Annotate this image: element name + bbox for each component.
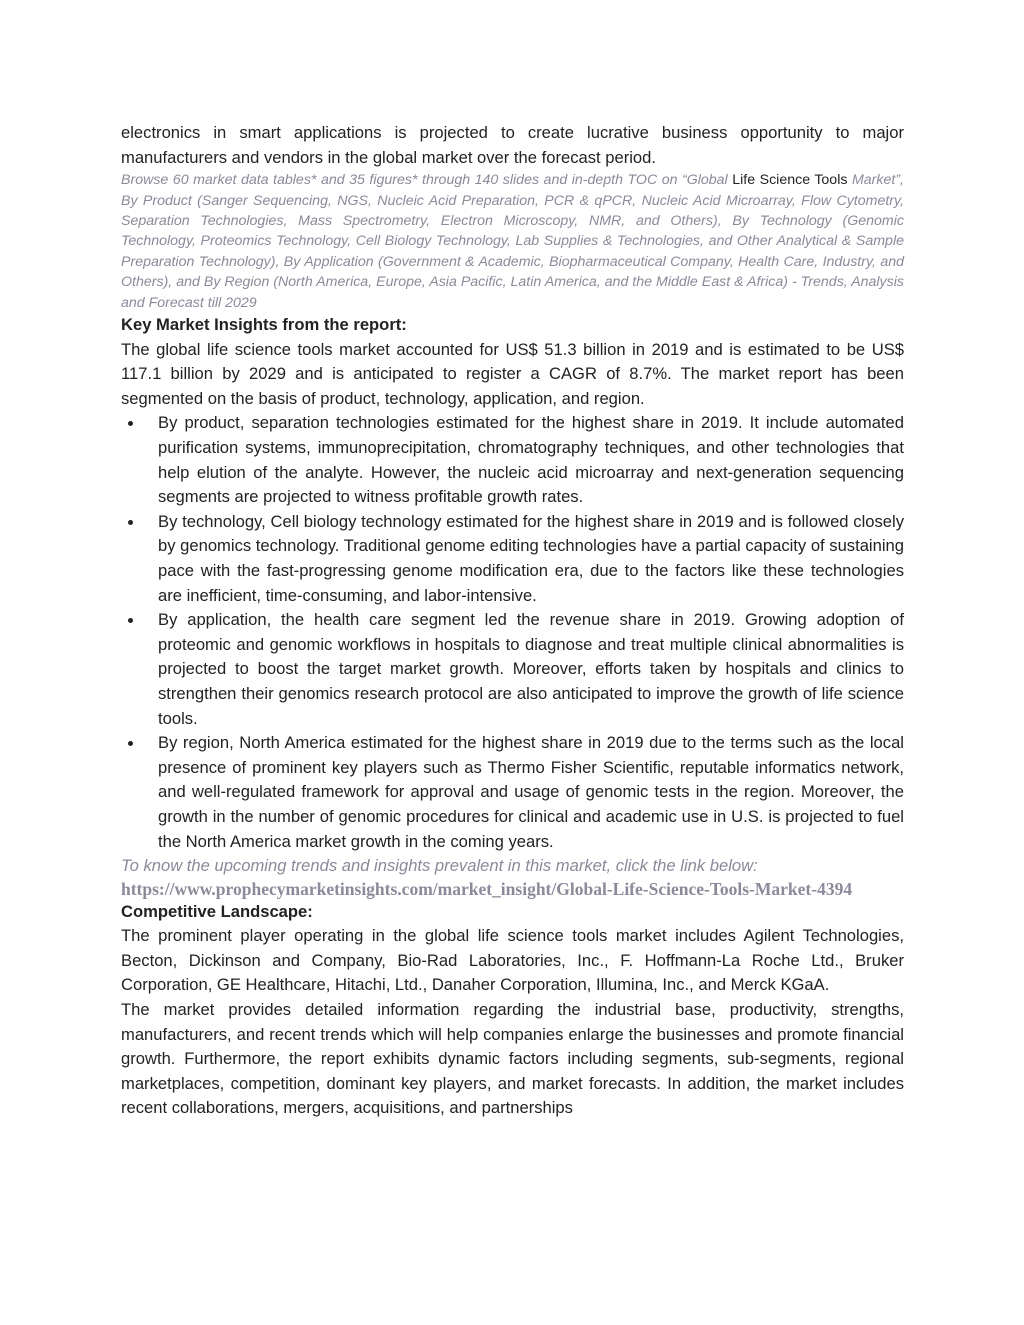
intro-paragraph: electronics in smart applications is projected to create lucrative business opportunity to major manufacturers and vendors in the global market over the forecast period.	[121, 123, 904, 167]
bullet-text-technology: By technology, Cell biology technology estimated for the highest share in 2019 and is followed closely by genomics technology. Traditional genome editing technologies have a partial capacity of sustaining pace with the fast-progressing genome modification era, due to the factors like these technologies are inefficient, time-consuming, and labor-intensive.	[158, 511, 904, 605]
browse-product-name: Life Science Tools	[732, 172, 848, 189]
report-link[interactable]: https://www.prophecymarketinsights.com/market_insight/Global-Life-Science-Tools-Market-4394	[121, 878, 853, 899]
insights-summary: The global life science tools market accounted for US$ 51.3 billion in 2019 and is estimated to be US$ 117.1 billion by 2029 and is anticipated to register a CAGR of 8.7%. The market report has been segmented on the basis of product, technology, application, and region.	[121, 339, 904, 408]
bullet-text-region: By region, North America estimated for the highest share in 2019 due to the terms such as the local presence of prominent key players such as Thermo Fisher Scientific, reputable informatics network, and well-regulated framework for approval and usage of genomic tests in the region. Moreover, the growth in the number of genomic procedures for clinical and academic use in U.S. is projected to fuel the North America market growth in the coming years.	[158, 733, 904, 851]
bullet-icon	[128, 618, 133, 623]
bullet-icon	[128, 741, 133, 746]
browse-text-rest: Market”, By Product (Sanger Sequencing, NGS, Nucleic Acid Preparation, PCR & qPCR, Nucleic Acid Microarray, Flow Cytometry, Separation Technologies, Mass Spectrometry, Electron Microscopy, NMR, and Others), By Technology (Genomic Technology, Proteomics Technology, Cell Biology Technology, Lab Supplies & Technologies, and Other Analytical & Sample Preparation Technology), By Application (Government & Academic, Biopharmaceutical Company, Health Care, Industry, and Others), and By Region (North America, Europe, Asia Pacific, Latin America, and the Middle East & Africa) - Trends, Analysis and Forecast till 2029	[121, 172, 904, 311]
document-page	[121, 121, 904, 1121]
bullet-text-product: By product, separation technologies estimated for the highest share in 2019. It include automated purification systems, immunoprecipitation, chromatography techniques, and other technologies that help elution of the analyte. However, the nucleic acid microarray and next-generation sequencing segments are projected to witness profitable growth rates.	[158, 413, 904, 507]
competitive-paragraph-players: The prominent player operating in the global life science tools market includes Agilent Technologies, Becton, Dickinson and Company, Bio-Rad Laboratories, Inc., F. Hoffmann-La Roche Ltd., Bruker Corporation, GE Healthcare, Hitachi, Ltd., Danaher Corporation, Illumina, Inc., and Merck KGaA.	[121, 926, 904, 995]
list-item	[121, 608, 904, 731]
insights-heading: Key Market Insights from the report:	[121, 315, 407, 335]
browse-text-start: Browse 60 market data tables* and 35 figures* through 140 slides and in-depth TOC on “Global	[121, 172, 728, 189]
trends-prompt: To know the upcoming trends and insights prevalent in this market, click the link below:	[121, 856, 758, 876]
bullet-text-application: By application, the health care segment led the revenue share in 2019. Growing adoption of proteomic and genomic workflows in hospitals to diagnose and treat multiple clinical abnormalities is projected to boost the target market growth. Moreover, efforts taken by hospitals and clinics to strengthen their genomics research protocol are also anticipated to improve the growth of life science tools.	[158, 610, 904, 728]
bullet-icon	[128, 520, 133, 525]
competitive-heading: Competitive Landscape:	[121, 901, 313, 921]
list-item	[121, 731, 904, 854]
list-item	[121, 411, 904, 509]
list-item	[121, 510, 904, 608]
competitive-paragraph-details: The market provides detailed information regarding the industrial base, productivity, strengths, manufacturers, and recent trends which will help companies enlarge the businesses and promote financial growth. Furthermore, the report exhibits dynamic factors including segments, sub-segments, regional marketplaces, competition, dominant key players, and market forecasts. In addition, the market includes recent collaborations, mergers, acquisitions, and partnerships	[121, 1000, 904, 1118]
insights-bullet-list	[121, 411, 904, 854]
bullet-icon	[128, 421, 133, 426]
browse-paragraph	[121, 170, 904, 313]
